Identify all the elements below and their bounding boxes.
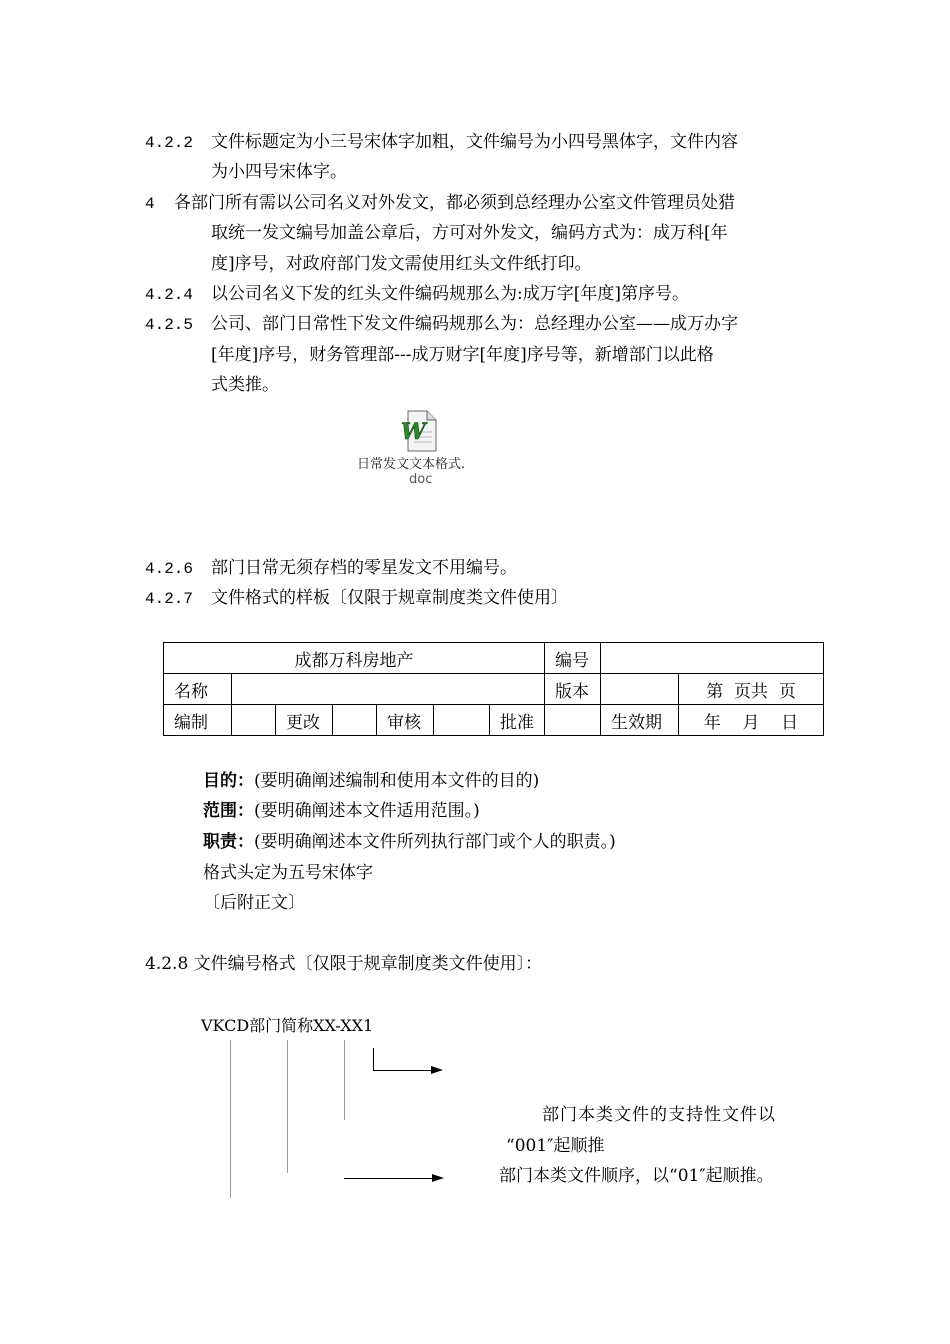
- note-purpose: [203, 773, 539, 790]
- word-doc-icon[interactable]: [400, 410, 440, 452]
- clause-text: 公司、部门日常性下发文件编码规那么为：总经理办公室——成万办字: [211, 314, 738, 334]
- clause-text: 取统一发文编号加盖公章后，方可对外发文，编码方式为：成万科[年: [211, 223, 728, 243]
- name-label-cell: 名称: [164, 674, 232, 705]
- note-text: (要明确阐述本文件所列执行部门或个人的职责。): [254, 832, 616, 852]
- approve-label-cell: 批准: [490, 705, 545, 736]
- note-responsibility: [203, 834, 616, 851]
- compiled-label-cell: 编制: [164, 705, 232, 736]
- note-text: (要明确阐述本文件适用范围。): [254, 801, 480, 821]
- clause-number: 4.2.4: [145, 286, 194, 304]
- version-label-cell: 版本: [545, 674, 601, 705]
- code-format: VKCD部门简称XX-XX1: [201, 1016, 374, 1035]
- section-heading-428: 4.2.8 文件编号格式〔仅限于规章制度类文件使用〕：: [145, 954, 543, 974]
- clause-number: 4.2.5: [145, 316, 194, 334]
- document-header-table: [163, 642, 824, 736]
- name-value-cell: [232, 674, 545, 705]
- arrow-shaft: [373, 1070, 433, 1071]
- change-value-cell: [333, 705, 377, 736]
- review-label-cell: 审核: [377, 705, 434, 736]
- explain-support-files-2: “001″起顺推: [506, 1136, 605, 1156]
- arrow-shaft: [344, 1178, 434, 1179]
- clause-number: 4: [145, 195, 155, 213]
- clause-text: 文件格式的样板〔仅限于规章制度类文件使用〕: [211, 588, 568, 608]
- page-count-cell: 第 页共 页: [679, 674, 824, 705]
- note-scope: [203, 803, 480, 820]
- note-label: 职责：: [203, 832, 254, 852]
- number-value-cell: [601, 643, 824, 674]
- clause-text: [年度]序号，财务管理部---成万财字[年度]序号等，新增部门以此格: [211, 345, 714, 365]
- number-label-cell: 编号: [545, 643, 601, 674]
- clause-text: 式类推。: [211, 375, 279, 395]
- clause-text: 文件标题定为小三号宋体字加粗，文件编号为小四号黑体字，文件内容: [211, 132, 738, 152]
- note-label: 范围：: [203, 801, 254, 821]
- clause-number: 4.2.2: [145, 134, 194, 152]
- attachment-filename[interactable]: 日常发文文本格式.: [357, 457, 466, 472]
- explain-support-files: 部门本类文件的支持性文件以: [542, 1105, 776, 1125]
- version-value-cell: [601, 674, 679, 705]
- effective-date-cell: 年 月 日: [679, 705, 824, 736]
- note-text: 格式头定为五号宋体字: [203, 863, 373, 883]
- note-text: 〔后附正文〕: [203, 893, 305, 913]
- note-label: 目的：: [203, 771, 254, 791]
- company-name-cell: 成都万科房地产: [164, 643, 545, 674]
- bracket-line: [287, 1040, 288, 1173]
- attachment-extension[interactable]: doc: [409, 472, 433, 487]
- clause-number: 4.2.7: [145, 590, 194, 608]
- review-value-cell: [434, 705, 490, 736]
- approve-value-cell: [545, 705, 601, 736]
- bracket-line: [230, 1040, 231, 1198]
- clause-number: 4.2.6: [145, 560, 194, 578]
- change-label-cell: 更改: [276, 705, 333, 736]
- compiled-value-cell: [232, 705, 276, 736]
- svg-text:W: W: [401, 419, 426, 445]
- explain-file-order: 部门本类文件顺序，以“01″起顺推。: [499, 1166, 774, 1186]
- effective-label-cell: 生效期: [601, 705, 679, 736]
- clause-text: 为小四号宋体字。: [211, 162, 347, 182]
- arrow-right-icon: [431, 1066, 443, 1074]
- arrow-right-icon: [432, 1174, 444, 1182]
- bracket-line: [373, 1048, 374, 1070]
- bracket-line: [344, 1040, 345, 1120]
- clause-text: 度]序号，对政府部门发文需使用红头文件纸打印。: [211, 254, 592, 274]
- clause-text: 各部门所有需以公司名义对外发文，都必须到总经理办公室文件管理员处猎: [174, 193, 735, 213]
- clause-text: 以公司名义下发的红头文件编码规那么为:成万字[年度]第序号。: [211, 284, 689, 304]
- note-appendix: [203, 895, 305, 912]
- clause-text: 部门日常无须存档的零星发文不用编号。: [211, 558, 517, 578]
- note-format: [203, 865, 373, 882]
- note-text: (要明确阐述编制和使用本文件的目的): [254, 771, 540, 791]
